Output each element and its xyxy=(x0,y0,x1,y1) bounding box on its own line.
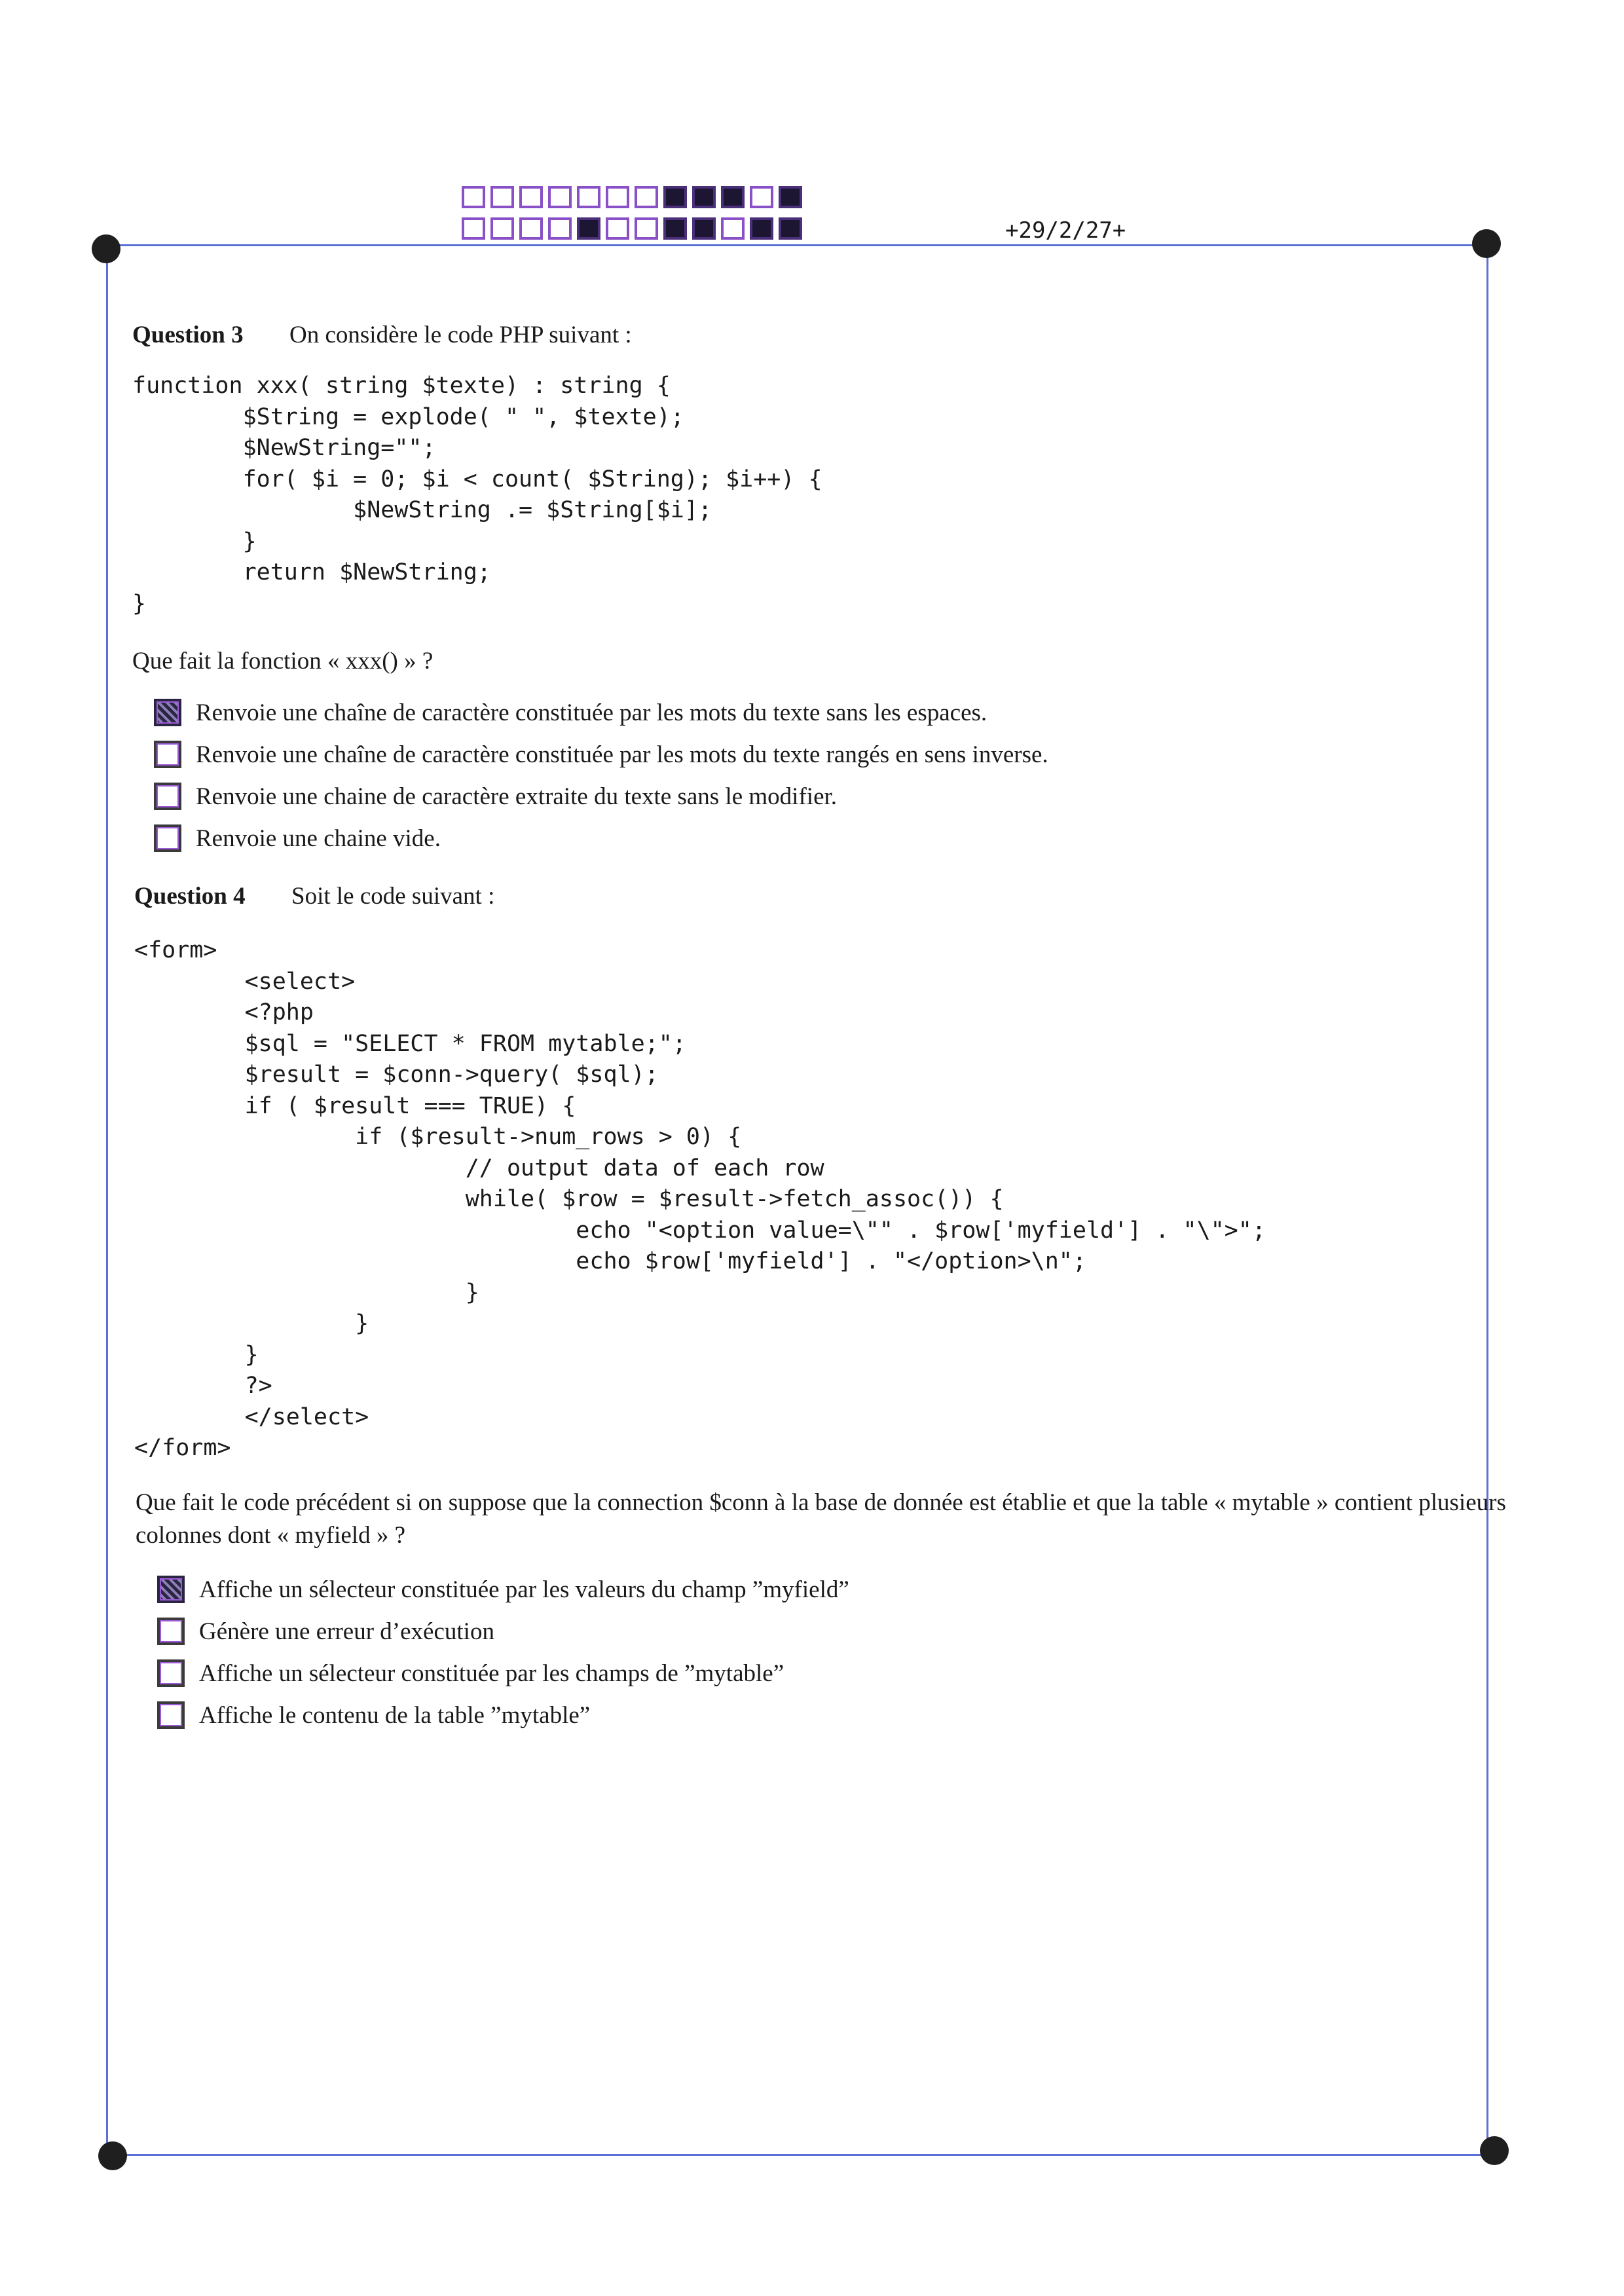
code-line: while( $row = $result->fetch_assoc()) { xyxy=(134,1186,1004,1212)
barcode-cell xyxy=(663,186,687,208)
code-line: echo "<option value=\"" . $row['myfield'] . "\">"; xyxy=(134,1217,1266,1244)
code-line: <select> xyxy=(134,968,356,995)
code-line: return $NewString; xyxy=(132,559,491,585)
checkbox[interactable] xyxy=(157,1618,185,1645)
checkbox[interactable] xyxy=(154,824,181,852)
code-line: } xyxy=(132,590,147,617)
answer-text: Renvoie une chaine de caractère extraite du texte sans le modifier. xyxy=(196,783,838,810)
barcode-cell xyxy=(548,186,572,208)
barcode-cell xyxy=(721,217,745,240)
code-line: function xxx( string $texte) : string { xyxy=(132,373,671,399)
code-line: $result = $conn->query( $sql); xyxy=(134,1062,659,1088)
question-3-answers xyxy=(154,692,1048,859)
barcode-cell xyxy=(548,217,572,240)
question-3-header xyxy=(132,321,632,349)
corner-mark-top-right xyxy=(1472,229,1501,258)
question-4-header xyxy=(134,882,494,910)
code-line: $sql = "SELECT * FROM mytable;"; xyxy=(134,1030,686,1057)
question-3-code xyxy=(132,371,822,620)
frame-bottom-line xyxy=(113,2154,1494,2156)
barcode-cell xyxy=(577,217,600,240)
barcode-cell xyxy=(721,186,745,208)
barcode-cell xyxy=(462,217,485,240)
answer-option[interactable] xyxy=(154,817,1048,859)
code-line: $String = explode( " ", $texte); xyxy=(132,403,684,430)
frame-left-line xyxy=(106,246,108,2155)
barcode-cell xyxy=(577,186,600,208)
barcode-cell xyxy=(490,186,514,208)
answer-option[interactable] xyxy=(154,692,1048,733)
checkbox[interactable] xyxy=(154,783,181,810)
answer-option[interactable] xyxy=(157,1652,849,1694)
barcode-cell xyxy=(692,217,716,240)
answer-text: Renvoie une chaîne de caractère constituée par les mots du texte rangés en sens inverse. xyxy=(196,741,1048,768)
question-4-answers xyxy=(157,1568,849,1736)
answer-option[interactable] xyxy=(154,775,1048,817)
answer-option[interactable] xyxy=(157,1568,849,1610)
answer-text: Génère une erreur d’exécution xyxy=(199,1618,494,1645)
barcode-cell xyxy=(490,217,514,240)
checkbox[interactable] xyxy=(154,741,181,768)
checked-checkbox[interactable] xyxy=(157,1576,185,1603)
code-line: } xyxy=(132,528,257,555)
answer-text: Affiche le contenu de la table ”mytable” xyxy=(199,1701,591,1729)
question-4-label: Question 4 xyxy=(134,883,246,910)
barcode-cell xyxy=(692,186,716,208)
question-3-label: Question 3 xyxy=(132,322,244,348)
barcode-cell xyxy=(519,186,543,208)
checked-checkbox[interactable] xyxy=(154,699,181,726)
barcode-cell xyxy=(779,186,802,208)
code-line: echo $row['myfield'] . "</option>\n"; xyxy=(134,1248,1086,1274)
barcode-cell xyxy=(519,217,543,240)
code-line: $NewString .= $String[$i]; xyxy=(132,497,712,523)
question-3-prompt: On considère le code PHP suivant : xyxy=(289,322,632,348)
question-4-question: Que fait le code précédent si on suppose que la connection $conn à la base de donnée est établie et que la table « mytable » contient plusieurs colonnes dont « myfield » ? xyxy=(136,1489,1506,1549)
question-4-code xyxy=(134,935,1266,1464)
barcode-cell xyxy=(750,217,773,240)
barcode-cell xyxy=(606,186,629,208)
page-barcode-row-2 xyxy=(462,217,802,240)
frame-top-line xyxy=(106,244,1488,246)
corner-mark-top-left xyxy=(92,234,120,263)
code-line: $NewString=""; xyxy=(132,435,436,461)
code-line: ?> xyxy=(134,1373,272,1399)
code-line: </form> xyxy=(134,1435,231,1461)
answer-option[interactable] xyxy=(154,733,1048,775)
page-id: +29/2/27+ xyxy=(1005,217,1126,244)
answer-text: Renvoie une chaîne de caractère constituée par les mots du texte sans les espaces. xyxy=(196,699,987,726)
barcode-cell xyxy=(606,217,629,240)
corner-mark-bottom-left xyxy=(98,2141,127,2170)
page-barcode-row-1 xyxy=(462,186,802,208)
barcode-cell xyxy=(779,217,802,240)
barcode-cell xyxy=(635,217,658,240)
barcode-cell xyxy=(663,217,687,240)
answer-option[interactable] xyxy=(157,1694,849,1736)
code-line: } xyxy=(134,1341,259,1368)
code-line: <?php xyxy=(134,999,314,1026)
question-4-prompt: Soit le code suivant : xyxy=(291,883,495,910)
answer-option[interactable] xyxy=(157,1610,849,1652)
answer-text: Affiche un sélecteur constituée par les champs de ”mytable” xyxy=(199,1659,784,1687)
code-line: <form> xyxy=(134,937,217,963)
code-line: } xyxy=(134,1279,479,1306)
code-line: } xyxy=(134,1310,369,1337)
checkbox[interactable] xyxy=(157,1659,185,1687)
code-line: // output data of each row xyxy=(134,1155,824,1181)
answer-text: Affiche un sélecteur constituée par les valeurs du champ ”myfield” xyxy=(199,1576,849,1603)
code-line: if ($result->num_rows > 0) { xyxy=(134,1124,742,1150)
barcode-cell xyxy=(462,186,485,208)
code-line: for( $i = 0; $i < count( $String); $i++) { xyxy=(132,466,822,492)
code-line: if ( $result === TRUE) { xyxy=(134,1092,576,1119)
answer-text: Renvoie une chaine vide. xyxy=(196,824,441,852)
corner-mark-bottom-right xyxy=(1480,2136,1509,2165)
frame-right-line xyxy=(1486,246,1488,2155)
barcode-cell xyxy=(635,186,658,208)
code-line: </select> xyxy=(134,1403,369,1430)
checkbox[interactable] xyxy=(157,1701,185,1729)
barcode-cell xyxy=(750,186,773,208)
question-3-question: Que fait la fonction « xxx() » ? xyxy=(132,648,434,675)
